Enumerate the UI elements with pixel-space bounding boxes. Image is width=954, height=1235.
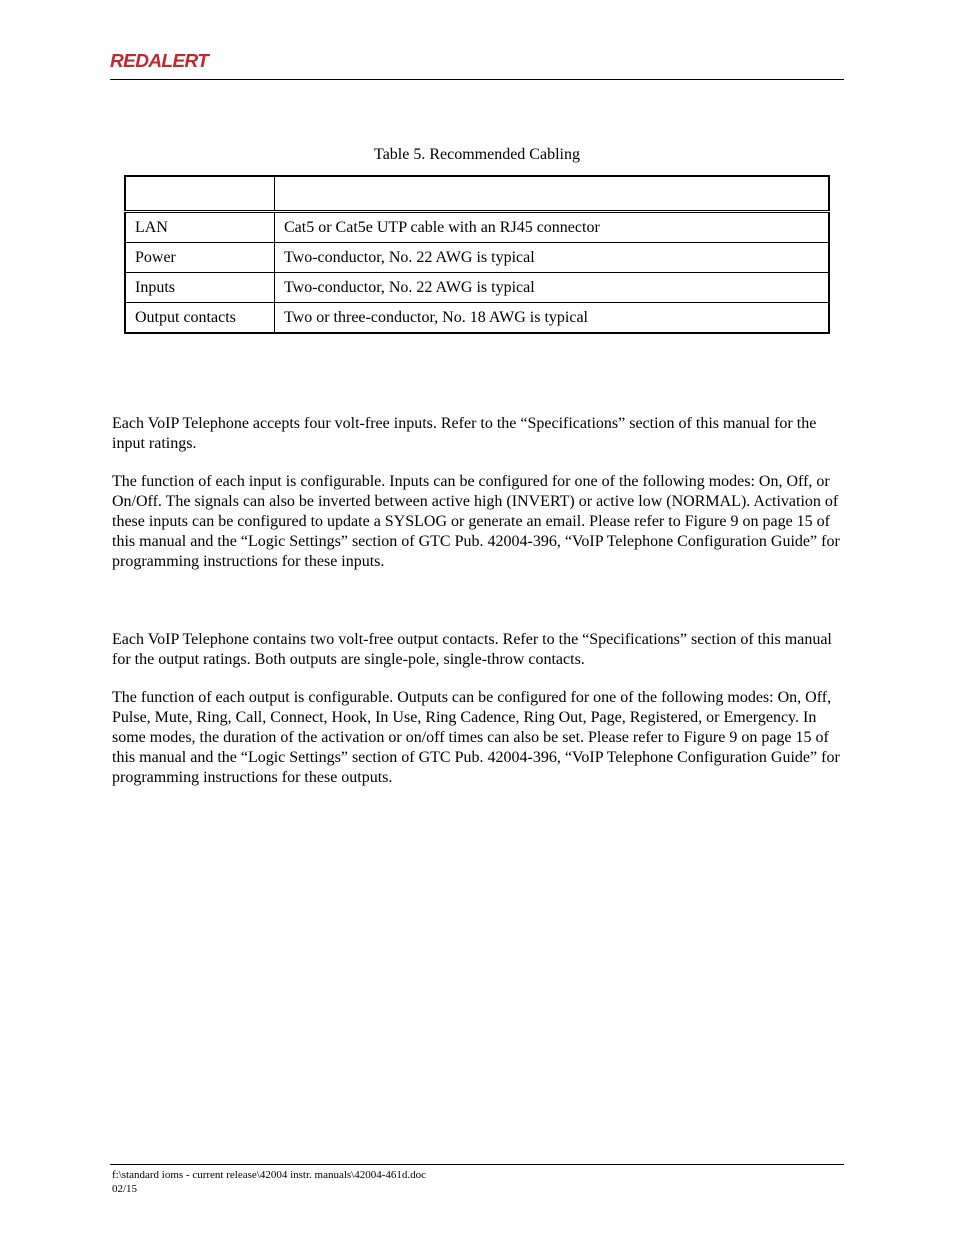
table-cell-item: Output contacts bbox=[125, 303, 275, 334]
table-header-cell bbox=[125, 176, 275, 212]
table-cell-cable: Two or three-conductor, No. 18 AWG is typical bbox=[275, 303, 830, 334]
table-header-row bbox=[125, 176, 829, 212]
table-row bbox=[125, 243, 829, 273]
outputs-paragraph-2: The function of each output is configurable. Outputs can be configured for one of the following modes: On, Off, Pulse, Mute, Ring, Call, Connect, Hook, In Use, Ring Cadence, Ring Out, Page, Registered, or Emergency. In some modes, the duration of the activation or on/off times can also be set. Please refer to Figure 9 on page 15 of this manual and the “Logic Settings” section of GTC Pub. 42004-396, “VoIP Telephone Configuration Guide” for programming instructions for these outputs. bbox=[112, 689, 840, 786]
footer bbox=[112, 1168, 426, 1196]
table-caption: Table 5. Recommended Cabling bbox=[374, 146, 580, 163]
table-header-cell bbox=[275, 176, 830, 212]
table-row bbox=[125, 212, 829, 243]
table-cell-item: LAN bbox=[125, 212, 275, 243]
table-row bbox=[125, 273, 829, 303]
table-cell-item: Inputs bbox=[125, 273, 275, 303]
table-row bbox=[125, 303, 829, 334]
footer-rule bbox=[110, 1164, 844, 1165]
table-cell-cable: Two-conductor, No. 22 AWG is typical bbox=[275, 273, 830, 303]
header-rule bbox=[110, 79, 844, 80]
footer-date: 02/15 bbox=[112, 1183, 138, 1195]
footer-file-path: f:\standard ioms - current release\42004 instr. manuals\42004-461d.doc bbox=[112, 1169, 427, 1181]
table-cell-cable: Cat5 or Cat5e UTP cable with an RJ45 connector bbox=[275, 212, 830, 243]
redalert-logo: REDALERT bbox=[110, 52, 209, 72]
inputs-paragraph-2: The function of each input is configurable. Inputs can be configured for one of the following modes: On, Off, or On/Off. The signals can also be inverted between active high (INVERT) or active low (NORMAL). Activation of these inputs can be configured to update a SYSLOG or generate an email. Please refer to Figure 9 on page 15 of this manual and the “Logic Settings” section of GTC Pub. 42004-396, “VoIP Telephone Configuration Guide” for programming instructions for these inputs. bbox=[112, 473, 840, 570]
outputs-paragraph-1: Each VoIP Telephone contains two volt-free output contacts. Refer to the “Specifications” section of this manual for the output ratings. Both outputs are single-pole, single-throw contacts. bbox=[112, 631, 832, 668]
inputs-paragraph-1: Each VoIP Telephone accepts four volt-free inputs. Refer to the “Specifications” section of this manual for the input ratings. bbox=[112, 415, 817, 452]
recommended-cabling-table bbox=[124, 175, 830, 334]
table-cell-item: Power bbox=[125, 243, 275, 273]
table-cell-cable: Two-conductor, No. 22 AWG is typical bbox=[275, 243, 830, 273]
